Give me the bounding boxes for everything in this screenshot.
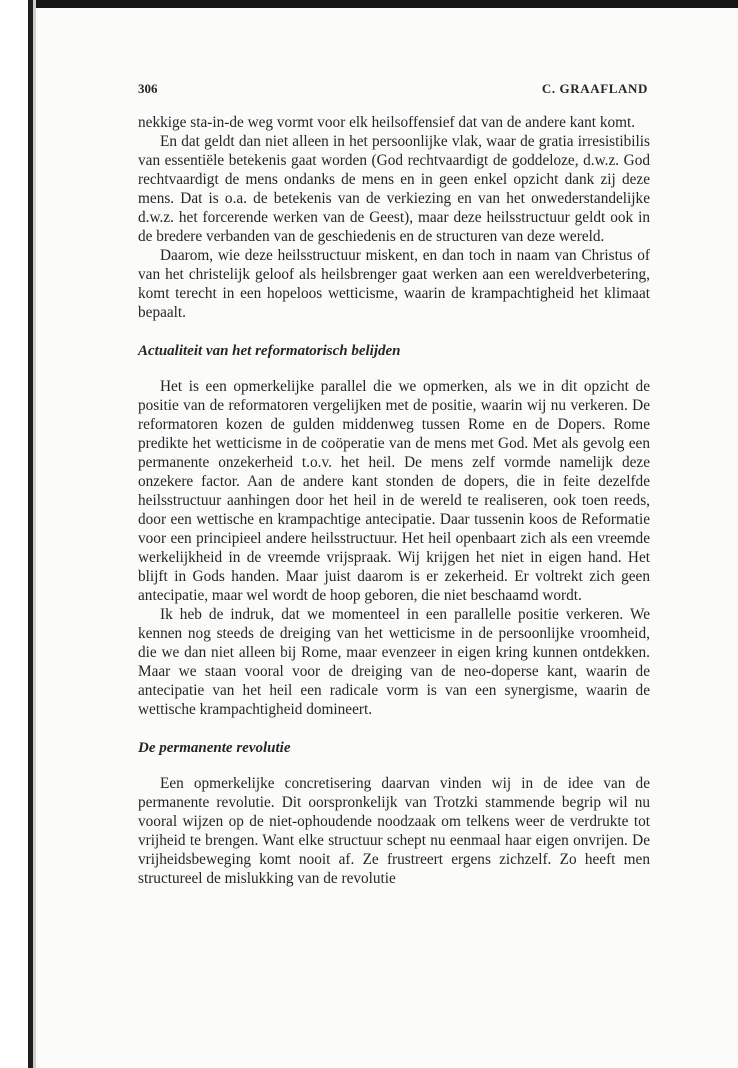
section-heading-actualiteit: Actualiteit van het reformatorisch belijden xyxy=(138,343,401,359)
paragraph-2: En dat geldt dan niet alleen in het persoonlijke vlak, waar de gratia irresistibilis van essentiële betekenis gaat worden (God rechtvaardigt de goddeloze, d.w.z. God rechtvaardigt de mens ondanks de mens en in geen enkel opzicht dank zij deze mens. Dat is o.a. de betekenis van de verkiezing en van het onwederstandelijke d.w.z. het forcerende werken van de Geest), maar deze heilsstructuur geldt ook in de bredere verbanden van de geschiedenis en de structuren van deze wereld. xyxy=(138,133,650,245)
paragraph-3: Daarom, wie deze heilsstructuur miskent, en dan toch in naam van Christus of van het christelijk geloof als heilsbrenger gaat werken aan een wereldverbetering, komt terecht in een hopeloos wetticisme, waarin de krampachtigheid het klimaat bepaalt. xyxy=(138,247,650,321)
running-head: C. GRAAFLAND xyxy=(541,81,648,96)
body-text xyxy=(138,113,650,888)
paragraph-5: Ik heb de indruk, dat we momenteel in een parallelle positie verkeren. We kennen nog steeds de dreiging van het wetticisme in de persoonlijke vroomheid, die we dan niet alleen bij Rome, maar evenzeer in eigen kring kunnen ontdekken. Maar we staan vooral voor de dreiging van de neo-doperse kant, waarin de antecipatie van het heil een radicale vorm is van een synergisme, waarin de wettische krampachtigheid domineert. xyxy=(138,606,650,718)
page-number: 306 xyxy=(138,81,158,96)
paragraph-6: Een opmerkelijke concretisering daarvan vinden wij in de idee van de permanente revolutie. Dit oorspronkelijk van Trotzki stammende begrip wil nu vooral wijzen op de niet-ophoudende noodzaak om telkens weer de verdrukte tot vrijheid te brengen. Want elke structuur schept nu eenmaal haar eigen onvrijen. De vrijheidsbeweging komt nooit af. Ze frustreert ergens zichzelf. Zo heeft men structureel de mislukking van de revolutie xyxy=(138,775,650,887)
paragraph-1: nekkige sta-in-de weg vormt voor elk heilsoffensief dat van de andere kant komt. xyxy=(138,114,636,131)
scan-edge-top xyxy=(30,0,738,8)
section-heading-revolutie: De permanente revolutie xyxy=(138,740,291,756)
paragraph-4: Het is een opmerkelijke parallel die we opmerken, als we in dit opzicht de positie van de reformatoren vergelijken met de positie, waarin wij nu verkeren. De reformatoren kozen de gulden middenweg tussen Rome en de Dopers. Rome predikte het wetticisme in de coöperatie van de mens met God. Met als gevolg een permanente onzekerheid t.o.v. het heil. De mens zelf vormde namelijk deze onzekere factor. Aan de andere kant stonden de dopers, die in feite dezelfde heilsstructuur aanhingen door het heil in de wereld te realiseren, ook toen reeds, door een wettische en krampachtige antecipatie. Daar tussenin koos de Reformatie voor een principieel andere heilsstructuur. Het heil openbaart zich als een vreemde werkelijkheid in de vreemde vrijspraak. Wij krijgen het niet in eigen hand. Het blijft in Gods handen. Maar juist daarom is er zekerheid. Er voltrekt zich geen antecipatie, maar wel wordt de hoop geboren, die niet beschaamd wordt. xyxy=(138,378,650,604)
